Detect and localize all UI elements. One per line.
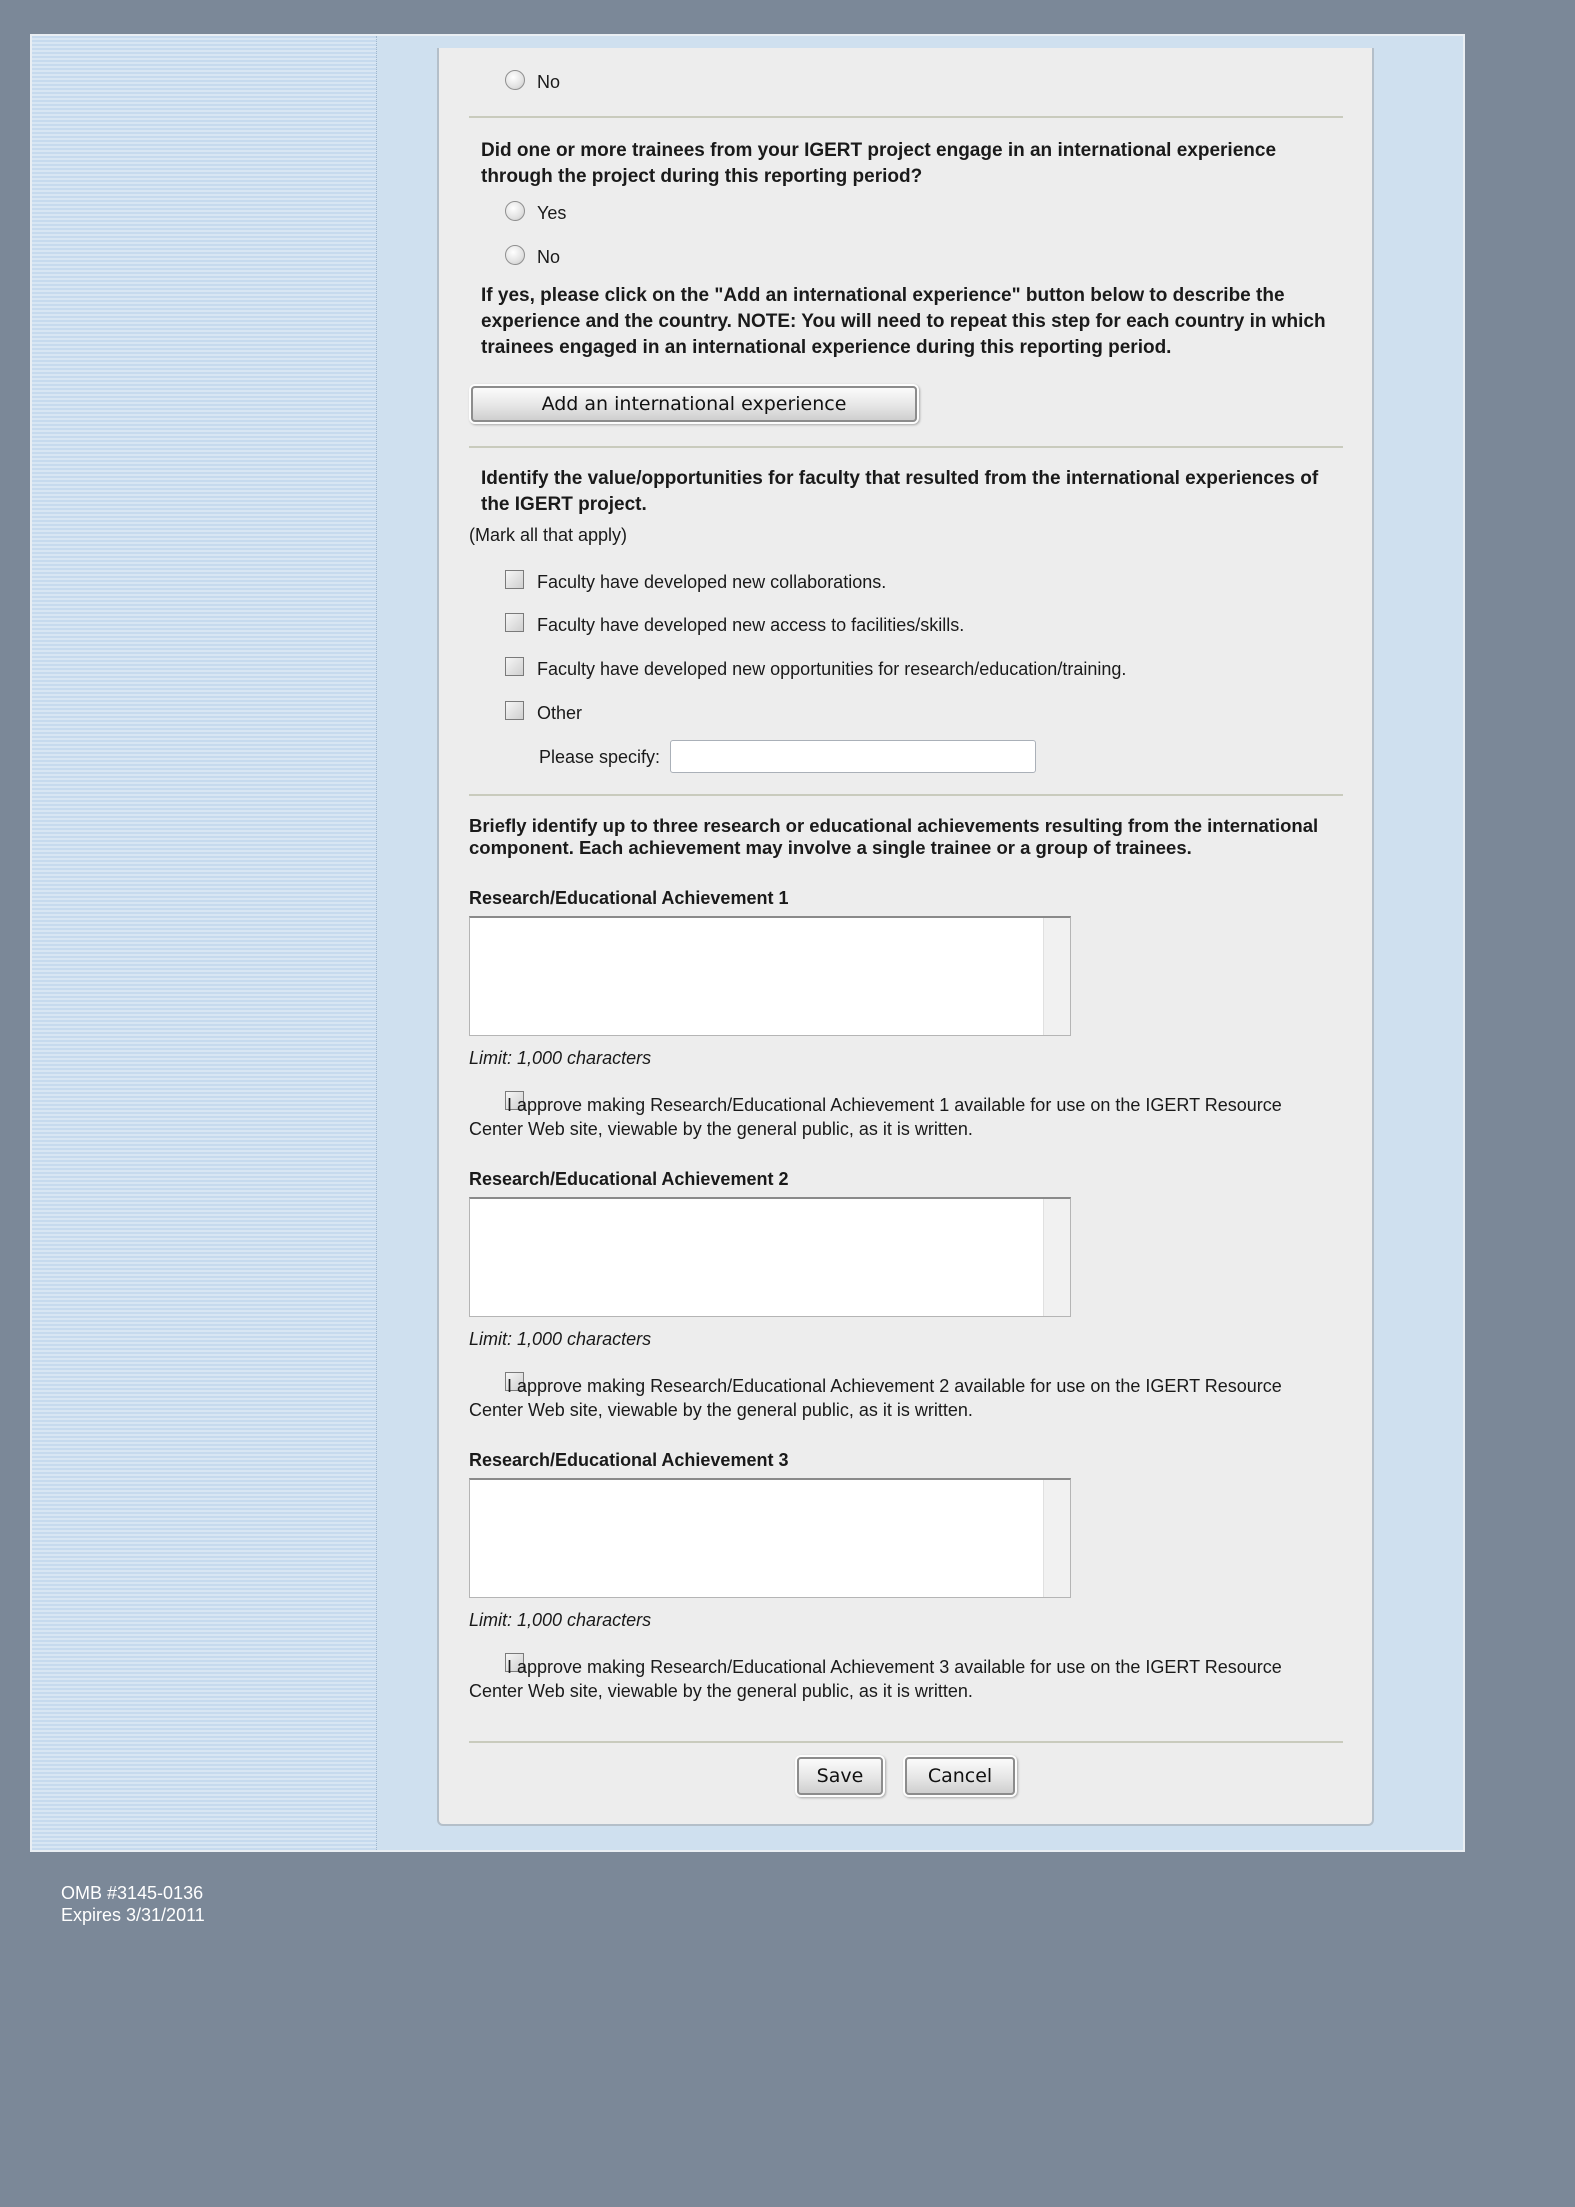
please-specify-label: Please specify: [539, 747, 661, 767]
achievement-3-limit: Limit: 1,000 characters [469, 1610, 652, 1630]
faculty-other-checkbox[interactable] [505, 701, 524, 720]
achievement-1-approve-label: I approve making Research/Educational Achievement 1 available for use on the IGERT Resource Center Web site, viewable by the general public, as it is written. [469, 1095, 1282, 1139]
trainee-experience-yes-label: Yes [537, 203, 567, 223]
please-specify-input[interactable] [670, 740, 1036, 773]
save-button[interactable]: Save [797, 1757, 883, 1795]
achievement-2-label: Research/Educational Achievement 2 [469, 1169, 789, 1189]
faculty-question: Identify the value/opportunities for faculty that resulted from the international experiences of the IGERT project. [481, 468, 1319, 515]
achievement-3-label: Research/Educational Achievement 3 [469, 1450, 789, 1470]
intl-project-no-label: No [537, 72, 561, 92]
scrollbar[interactable] [1043, 1199, 1070, 1316]
sidebar [32, 36, 377, 1850]
trainee-experience-question: Did one or more trainees from your IGERT project engage in an international experience through the project during this reporting period? [481, 140, 1277, 187]
achievement-3-textarea[interactable] [469, 1478, 1071, 1598]
trainee-experience-no-radio[interactable] [505, 245, 525, 265]
divider [469, 1741, 1343, 1743]
faculty-hint: (Mark all that apply) [469, 525, 628, 545]
faculty-option-label: Faculty have developed new collaborations. [537, 572, 887, 592]
faculty-facilities-checkbox[interactable] [505, 613, 524, 632]
scrollbar[interactable] [1043, 918, 1070, 1035]
divider [469, 116, 1343, 118]
intl-project-no-radio[interactable] [505, 70, 525, 90]
omb-number: OMB #3145-0136 [61, 1883, 204, 1903]
faculty-option-label: Faculty have developed new opportunities for research/education/training. [537, 659, 1127, 679]
achievement-3-approve-label: I approve making Research/Educational Achievement 3 available for use on the IGERT Resource Center Web site, viewable by the general public, as it is written. [469, 1657, 1282, 1701]
trainee-experience-no-label: No [537, 247, 561, 267]
divider [469, 794, 1343, 796]
scrollbar[interactable] [1043, 1480, 1070, 1597]
achievement-1-limit: Limit: 1,000 characters [469, 1048, 652, 1068]
faculty-opportunities-checkbox[interactable] [505, 657, 524, 676]
achievements-intro: Briefly identify up to three research or educational achievements resulting from the international component. Each achievement may involve a single trainee or a group of trainees. [469, 815, 1319, 858]
form-panel [437, 48, 1374, 1826]
faculty-collaborations-checkbox[interactable] [505, 570, 524, 589]
achievement-2-limit: Limit: 1,000 characters [469, 1329, 652, 1349]
trainee-experience-instruction: If yes, please click on the "Add an international experience" button below to describe the experience and the country. NOTE: You will need to repeat this step for each country in which trainees engaged in an international experience during this reporting period. [481, 285, 1326, 358]
achievement-2-textarea[interactable] [469, 1197, 1071, 1317]
achievement-1-textarea[interactable] [469, 916, 1071, 1036]
cancel-button[interactable]: Cancel [905, 1757, 1015, 1795]
omb-expiration: Expires 3/31/2011 [61, 1905, 205, 1925]
achievement-2-approve-label: I approve making Research/Educational Achievement 2 available for use on the IGERT Resource Center Web site, viewable by the general public, as it is written. [469, 1376, 1282, 1420]
faculty-option-label: Other [537, 703, 583, 723]
add-international-experience-button[interactable]: Add an international experience [471, 386, 917, 422]
trainee-experience-yes-radio[interactable] [505, 201, 525, 221]
faculty-option-label: Faculty have developed new access to facilities/skills. [537, 615, 965, 635]
omb-notice [61, 1882, 205, 1926]
divider [469, 446, 1343, 448]
achievement-1-label: Research/Educational Achievement 1 [469, 888, 789, 908]
page-frame [30, 34, 1465, 1852]
